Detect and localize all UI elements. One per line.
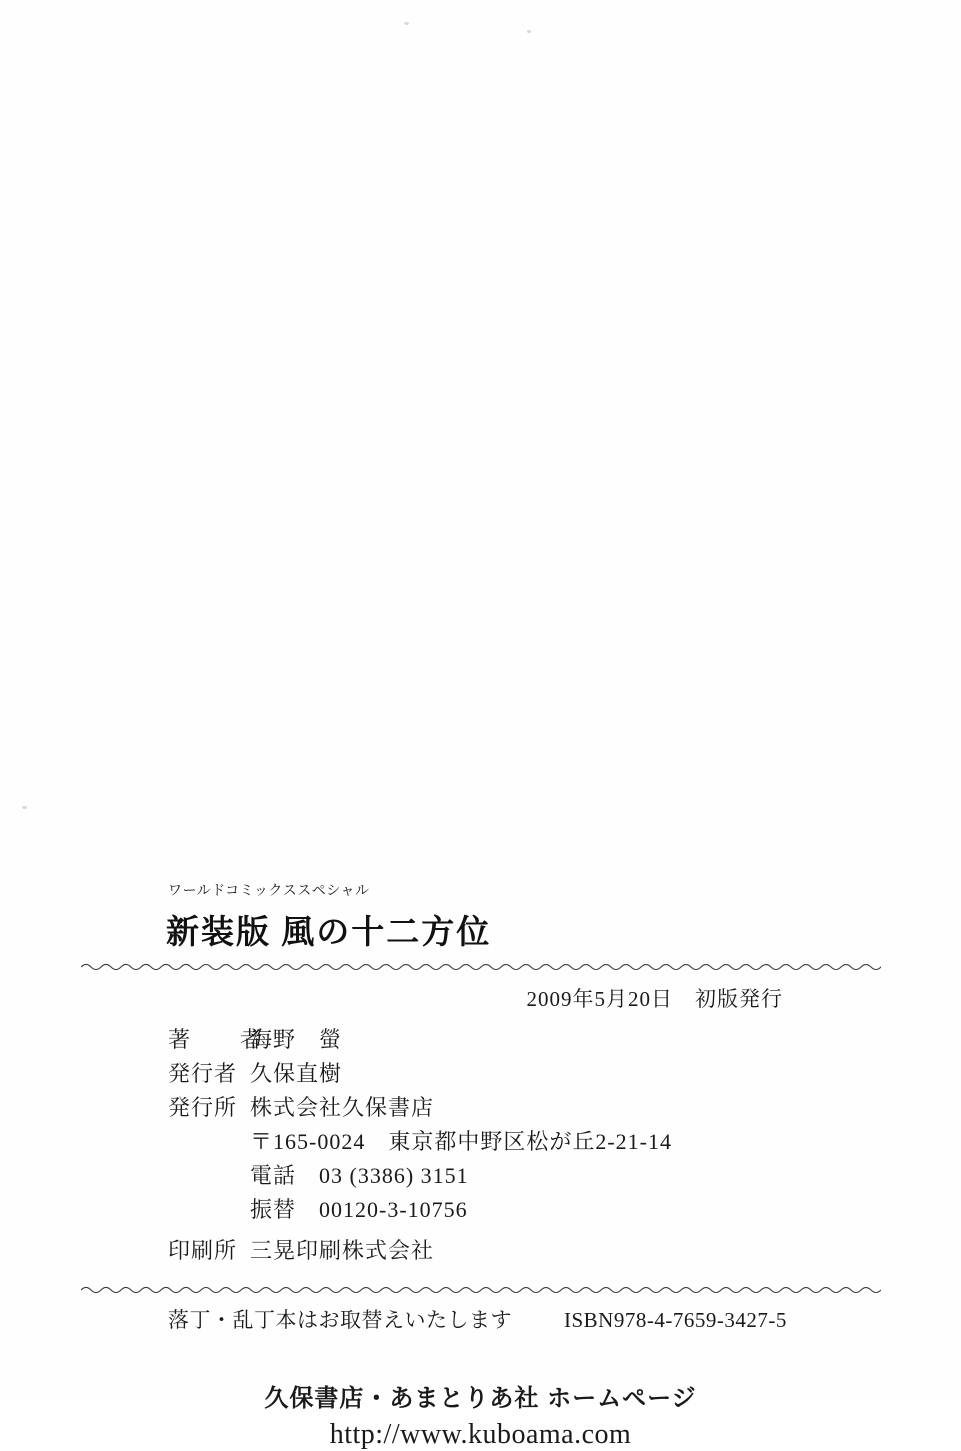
entry-label: 発行者 [168, 1061, 238, 1087]
wave-divider-top-icon [81, 961, 881, 971]
colophon-entries [0, 1023, 961, 1268]
publication-date: 2009年5月20日 初版発行 [526, 987, 783, 1011]
entry-value: 振替 00120-3-10756 [250, 1197, 468, 1223]
colophon-row-author [0, 1023, 961, 1057]
defect-notice: 落丁・乱丁本はお取替えいたします [168, 1307, 512, 1332]
entry-value: 海野 螢 [250, 1027, 343, 1052]
homepage-block [0, 1378, 961, 1451]
entry-label: 発行所 [168, 1095, 238, 1121]
print-speck-icon [527, 30, 531, 33]
homepage-title: 久保書店・あまとりあ社 ホームページ [264, 1384, 697, 1412]
colophon-row-transfer-account [0, 1193, 961, 1227]
entry-label: 著 者 [168, 1027, 277, 1052]
footnote-row [0, 1304, 961, 1334]
entry-value: 電話 03 (3386) 3151 [250, 1163, 469, 1189]
entry-value: 〒165-0024 東京都中野区松が丘2-21-14 [250, 1129, 672, 1155]
homepage-url[interactable]: http://www.kuboama.com [329, 1418, 632, 1450]
colophon-row-publisher-person [0, 1057, 961, 1091]
series-label: ワールドコミックススペシャル [168, 882, 370, 898]
print-speck-icon [22, 806, 27, 809]
colophon-row-address [0, 1125, 961, 1159]
wave-divider-bottom-icon [81, 1284, 881, 1294]
print-speck-icon [404, 22, 409, 25]
entry-value: 久保直樹 [250, 1061, 343, 1087]
colophon-row-publisher-company [0, 1091, 961, 1125]
colophon-row-phone [0, 1159, 961, 1193]
book-title: 新装版 風の十二方位 [166, 915, 492, 951]
entry-value: 三晃印刷株式会社 [250, 1237, 435, 1263]
entry-label: 印刷所 [168, 1237, 238, 1263]
entry-value: 株式会社久保書店 [250, 1095, 435, 1121]
colophon-block [0, 880, 961, 1451]
colophon-row-printer [0, 1234, 961, 1268]
isbn-number: ISBN978-4-7659-3427-5 [564, 1307, 787, 1332]
